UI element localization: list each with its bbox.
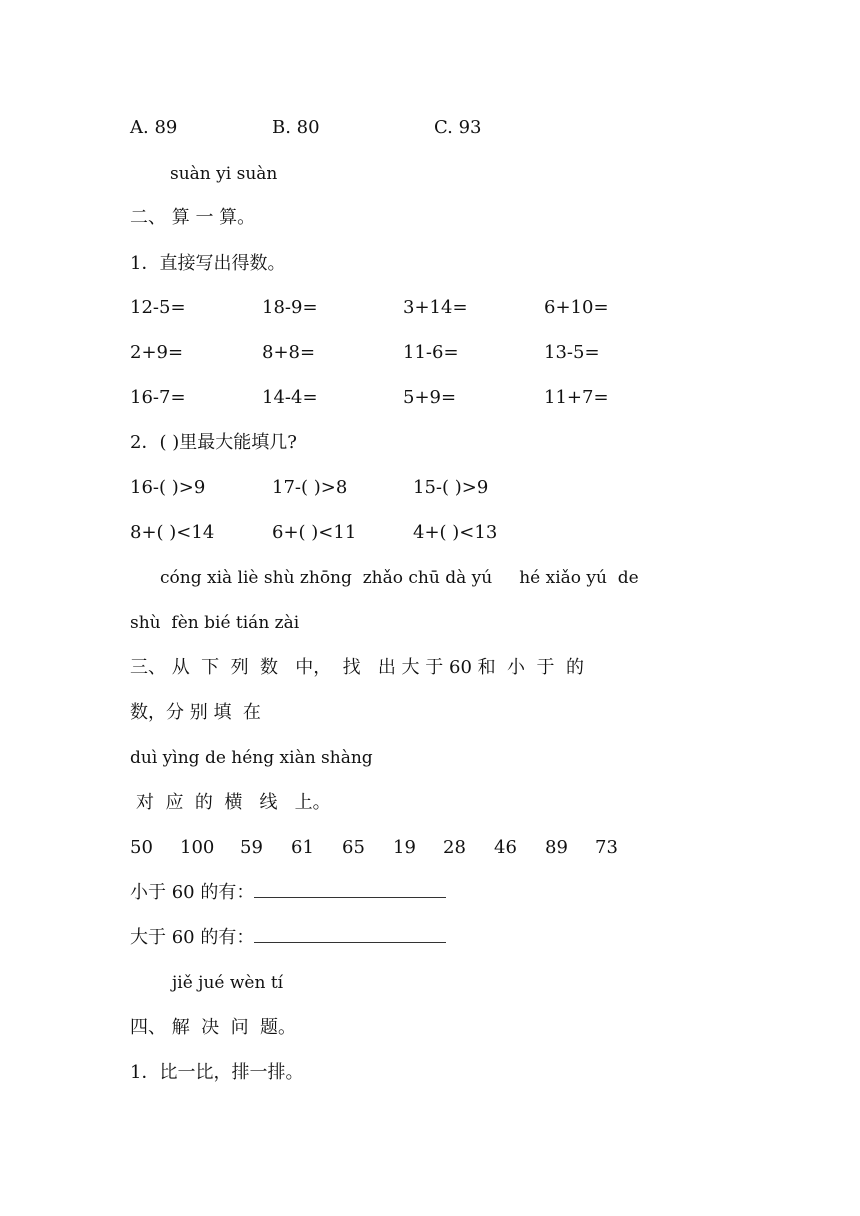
less-than-60-label: 小于 60 的有： — [130, 882, 255, 903]
section3-title-line2: 数，分 别 填 在 — [130, 702, 261, 723]
arith-item: 12-5= — [130, 297, 186, 318]
section4-title: 四、 解 决 问 题。 — [130, 1017, 297, 1038]
arith-item: 8+8= — [262, 342, 316, 363]
number-item: 61 — [291, 837, 314, 858]
section3-pinyin-line2: shù fèn bié tián zài — [130, 613, 300, 633]
arith-item: 3+14= — [403, 297, 468, 318]
arith-item: 2+9= — [130, 342, 184, 363]
number-item: 100 — [180, 837, 215, 858]
greater-than-60-row — [130, 926, 446, 950]
section3-pinyin-line3: duì yìng de héng xiàn shàng — [130, 748, 373, 768]
arith-item: 16-7= — [130, 387, 186, 408]
section4-question1: 1．比一比，排一排。 — [130, 1062, 304, 1083]
number-item: 50 — [130, 837, 153, 858]
choice-a: A. 89 — [130, 117, 178, 138]
less-than-60-row — [130, 881, 446, 905]
number-item: 46 — [494, 837, 517, 858]
section2-title: 二、 算 一 算。 — [130, 207, 256, 228]
section3-pinyin-line1: cóng xià liè shù zhōng zhǎo chū dà yú hé xiǎo yú de — [160, 568, 639, 588]
arith-item: 13-5= — [544, 342, 600, 363]
number-item: 73 — [595, 837, 618, 858]
section2-question1: 1．直接写出得数。 — [130, 253, 286, 274]
choice-b: B. 80 — [272, 117, 320, 138]
inequality-item: 8+( )<14 — [130, 522, 215, 543]
inequality-item: 17-( )>8 — [272, 477, 348, 498]
choice-c: C. 93 — [434, 117, 482, 138]
arith-item: 11+7= — [544, 387, 609, 408]
arith-item: 6+10= — [544, 297, 609, 318]
section3-title-line3: 对 应 的 横 线 上。 — [136, 792, 331, 813]
number-item: 65 — [342, 837, 365, 858]
arith-item: 14-4= — [262, 387, 318, 408]
inequality-item: 16-( )>9 — [130, 477, 206, 498]
greater-than-60-label: 大于 60 的有： — [130, 927, 255, 948]
number-item: 89 — [545, 837, 568, 858]
arith-item: 5+9= — [403, 387, 457, 408]
inequality-item: 4+( )<13 — [413, 522, 498, 543]
greater-than-60-answer-line[interactable] — [254, 926, 446, 943]
inequality-item: 15-( )>9 — [413, 477, 489, 498]
number-item: 28 — [443, 837, 466, 858]
section4-pinyin: jiě jué wèn tí — [172, 973, 284, 993]
section3-title-line1: 三、 从 下 列 数 中， 找 出 大 于 60 和 小 于 的 — [130, 657, 584, 678]
number-item: 19 — [393, 837, 416, 858]
section2-question2: 2．( )里最大能填几? — [130, 432, 297, 453]
arith-item: 11-6= — [403, 342, 459, 363]
inequality-item: 6+( )<11 — [272, 522, 357, 543]
arith-item: 18-9= — [262, 297, 318, 318]
number-item: 59 — [240, 837, 263, 858]
section2-pinyin: suàn yi suàn — [170, 164, 278, 184]
less-than-60-answer-line[interactable] — [254, 881, 446, 898]
